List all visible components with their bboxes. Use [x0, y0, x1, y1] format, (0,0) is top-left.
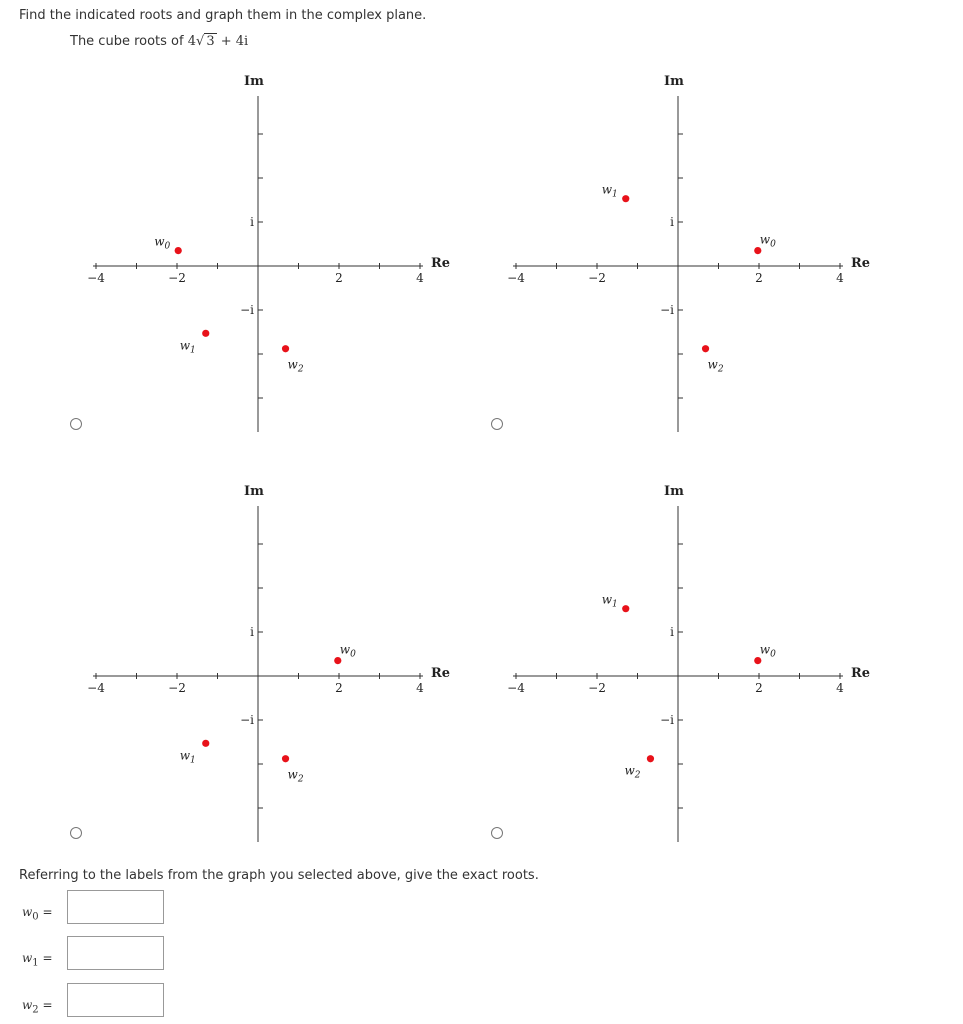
root-label-w2-b: $w_2$ [707, 357, 724, 375]
root-label-w1-a: $w_1$ [179, 338, 196, 356]
imag-tick-label-neg-i: −i [240, 713, 254, 727]
real-axis-label: Re [851, 666, 871, 681]
subprompt-coef: 4 [187, 34, 197, 49]
w0-eq: = [42, 905, 53, 919]
subprompt-radicand: 3 [206, 34, 215, 49]
w2-input[interactable] [67, 983, 164, 1017]
root-label-w1-c: $w_1$ [179, 748, 196, 766]
imag-axis-label: Im [664, 484, 684, 499]
w0-letter: w [22, 905, 33, 919]
imag-tick-label-neg-i: −i [660, 713, 674, 727]
radio-option-b[interactable] [491, 418, 503, 430]
imag-tick-label-i: i [670, 215, 674, 229]
w1-label [22, 951, 53, 968]
root-point-w0-a [175, 247, 182, 254]
w0-label [22, 905, 53, 922]
real-axis-label: Re [431, 256, 451, 271]
w1-letter: w [22, 951, 33, 965]
real-tick-label: −2 [168, 681, 186, 695]
root-point-w1-b [622, 195, 629, 202]
w0-sub: 0 [32, 911, 39, 923]
root-label-w0-b: $w_0$ [759, 232, 776, 250]
question-subprompt [70, 34, 248, 49]
real-tick-label: −4 [507, 681, 525, 695]
subprompt-suffix: + 4i [220, 34, 249, 49]
real-axis-label: Re [851, 256, 871, 271]
root-label-w2-c: $w_2$ [287, 767, 304, 785]
real-tick-label: 4 [836, 681, 844, 695]
imag-tick-label-neg-i: −i [240, 303, 254, 317]
real-tick-label: 2 [755, 271, 763, 285]
radio-option-a[interactable] [70, 418, 82, 430]
w2-letter: w [22, 998, 33, 1012]
real-tick-label: −2 [588, 681, 606, 695]
radio-option-c[interactable] [70, 827, 82, 839]
w1-sub: 1 [32, 957, 39, 969]
subprompt-math [188, 34, 248, 49]
real-tick-label: −2 [588, 271, 606, 285]
w1-input[interactable] [67, 936, 164, 970]
w0-input[interactable] [67, 890, 164, 924]
real-tick-label: 2 [335, 681, 343, 695]
root-point-w0-c [334, 657, 341, 664]
root-label-w1-b: $w_1$ [601, 182, 618, 200]
root-label-w0-a: $w_0$ [154, 234, 171, 252]
real-tick-label: 4 [416, 681, 424, 695]
radio-option-d[interactable] [491, 827, 503, 839]
sqrt-sign: √ [196, 34, 205, 49]
imag-axis-label: Im [244, 74, 264, 89]
imag-tick-label-i: i [670, 625, 674, 639]
w2-label [22, 998, 53, 1015]
real-tick-label: −4 [507, 271, 525, 285]
root-point-w1-a [202, 330, 209, 337]
root-point-w0-b [754, 247, 761, 254]
imag-tick-label-i: i [250, 625, 254, 639]
imag-axis-label: Im [664, 74, 684, 89]
root-point-w1-d [622, 605, 629, 612]
root-label-w1-d: $w_1$ [601, 592, 618, 610]
root-point-w0-d [754, 657, 761, 664]
graph-option-b [500, 60, 900, 440]
question-prompt: Find the indicated roots and graph them in the complex plane. [19, 8, 427, 23]
imag-axis-label: Im [244, 484, 264, 499]
real-tick-label: 4 [836, 271, 844, 285]
root-label-w0-d: $w_0$ [759, 642, 776, 660]
refer-instruction: Referring to the labels from the graph you selected above, give the exact roots. [19, 868, 539, 883]
root-label-w2-a: $w_2$ [287, 357, 304, 375]
graph-option-a [80, 60, 480, 440]
root-point-w1-c [202, 740, 209, 747]
root-point-w2-d [647, 755, 654, 762]
root-label-w2-d: $w_2$ [624, 763, 641, 781]
w1-eq: = [42, 951, 53, 965]
real-tick-label: −2 [168, 271, 186, 285]
real-tick-label: −4 [87, 271, 105, 285]
w2-eq: = [42, 998, 53, 1012]
root-point-w2-a [282, 345, 289, 352]
real-tick-label: −4 [87, 681, 105, 695]
subprompt-prefix: The cube roots of [70, 34, 184, 49]
root-point-w2-c [282, 755, 289, 762]
real-tick-label: 4 [416, 271, 424, 285]
graph-option-d [500, 470, 900, 850]
root-point-w2-b [702, 345, 709, 352]
real-tick-label: 2 [335, 271, 343, 285]
real-tick-label: 2 [755, 681, 763, 695]
w2-sub: 2 [32, 1004, 39, 1016]
real-axis-label: Re [431, 666, 451, 681]
graph-option-c [80, 470, 480, 850]
imag-tick-label-i: i [250, 215, 254, 229]
root-label-w0-c: $w_0$ [339, 642, 356, 660]
imag-tick-label-neg-i: −i [660, 303, 674, 317]
